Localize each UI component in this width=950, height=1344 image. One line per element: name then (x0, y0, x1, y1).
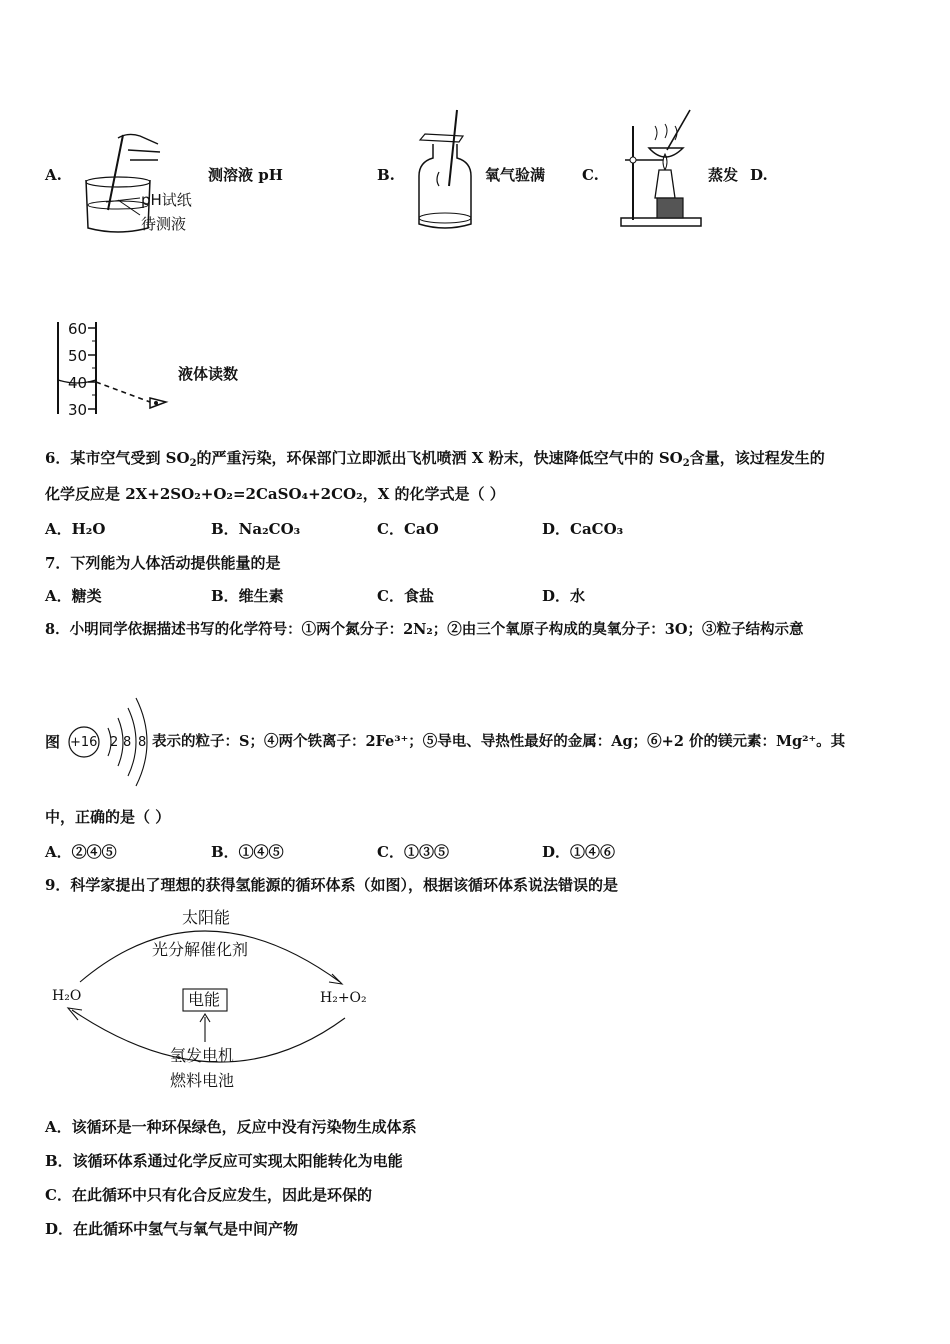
diagram-fuel-cell: 燃料电池 (170, 1071, 235, 1090)
q8-stem-line1: 8．小明同学依据描述书写的化学符号：①两个氮分子：2N₂；②由三个氧原子构成的臭氧分子：3O；③粒子结构示意 (45, 621, 804, 638)
scale-30: 30 (68, 401, 88, 419)
q5-option-a-letter: A. (45, 166, 62, 184)
oxygen-bottle-figure (415, 108, 475, 233)
diagram-photocatalyst: 光分解催化剂 (152, 940, 249, 959)
diagram-hydrogen-generator: 氢发电机 (170, 1046, 235, 1065)
q7-option-a[interactable]: A．糖类 (45, 587, 102, 605)
q6-option-d[interactable]: D．CaCO₃ (542, 520, 624, 538)
diagram-water: H₂O (52, 988, 82, 1004)
q9-option-a[interactable]: A．该循环是一种环保绿色，反应中没有污染物生成体系 (45, 1118, 417, 1136)
q5-option-b-letter: B. (377, 166, 395, 184)
shell-2: 8 (123, 735, 132, 750)
evaporation-figure (615, 108, 705, 233)
test-liquid-label: 待测液 (141, 215, 187, 233)
q7-option-c[interactable]: C．食盐 (377, 587, 434, 605)
q9-option-b[interactable]: B．该循环体系通过化学反应可实现太阳能转化为电能 (45, 1152, 403, 1170)
q8-line2-prefix: 图 (45, 733, 61, 751)
q9-option-d[interactable]: D．在此循环中氢气与氧气是中间产物 (45, 1220, 299, 1238)
diagram-h2-o2: H₂+O₂ (320, 990, 367, 1006)
q6-stem-line2: 化学反应是 2X+2SO₂+O₂=2CaSO₄+2CO₂，X 的化学式是（ ） (45, 485, 505, 503)
scale-50: 50 (68, 347, 88, 365)
q5-option-c-caption: 蒸发 (708, 166, 739, 184)
q5-option-d-letter: D. (750, 166, 768, 184)
q6-stem-line1: 6．某市空气受到 $SO_2$的严重污染，环保部门立即派出飞机喷洒 X 粉末，快速降低空气中的 $SO_2$含量，该过程发生的 (45, 449, 825, 469)
q7-option-d[interactable]: D．水 (542, 587, 586, 605)
scale-60: 60 (68, 320, 88, 338)
q6-option-c[interactable]: C．CaO (377, 520, 439, 538)
shell-1: 2 (110, 735, 119, 750)
nucleus-charge: +16 (70, 735, 98, 750)
diagram-electric-energy: 电能 (188, 990, 221, 1009)
scale-40: 40 (68, 374, 88, 392)
q6-option-b[interactable]: B．Na₂CO₃ (211, 520, 301, 538)
q7-option-b[interactable]: B．维生素 (211, 587, 284, 605)
ph-paper-label: pH试纸 (141, 191, 192, 209)
q5-option-d-caption: 液体读数 (178, 365, 239, 383)
q8-option-d[interactable]: D．①④⑥ (542, 843, 616, 861)
q8-stem-line3: 中，正确的是（ ） (45, 808, 171, 826)
q6-option-a[interactable]: A．H₂O (45, 520, 106, 538)
q5-option-b-caption: 氧气验满 (485, 166, 546, 184)
q9-stem: 9．科学家提出了理想的获得氢能源的循环体系（如图），根据该循环体系说法错误的是 (45, 876, 618, 894)
q5-option-c-letter: C. (582, 166, 599, 184)
diagram-solar-energy: 太阳能 (182, 908, 231, 927)
q8-option-c[interactable]: C．①③⑤ (377, 843, 449, 861)
q8-option-b[interactable]: B．①④⑤ (211, 843, 284, 861)
q9-option-c[interactable]: C．在此循环中只有化合反应发生，因此是环保的 (45, 1186, 372, 1204)
shell-3: 8 (138, 735, 147, 750)
q8-option-a[interactable]: A．②④⑤ (45, 843, 117, 861)
q5-option-a-caption: 测溶液 pH (208, 166, 283, 184)
q8-stem-line2: 表示的粒子：S；④两个铁离子：2Fe³⁺；⑤导电、导热性最好的金属：Ag；⑥+2 价的镁元素：Mg²⁺。其 (152, 733, 846, 750)
q7-stem: 7．下列能为人体活动提供能量的是 (45, 554, 281, 572)
